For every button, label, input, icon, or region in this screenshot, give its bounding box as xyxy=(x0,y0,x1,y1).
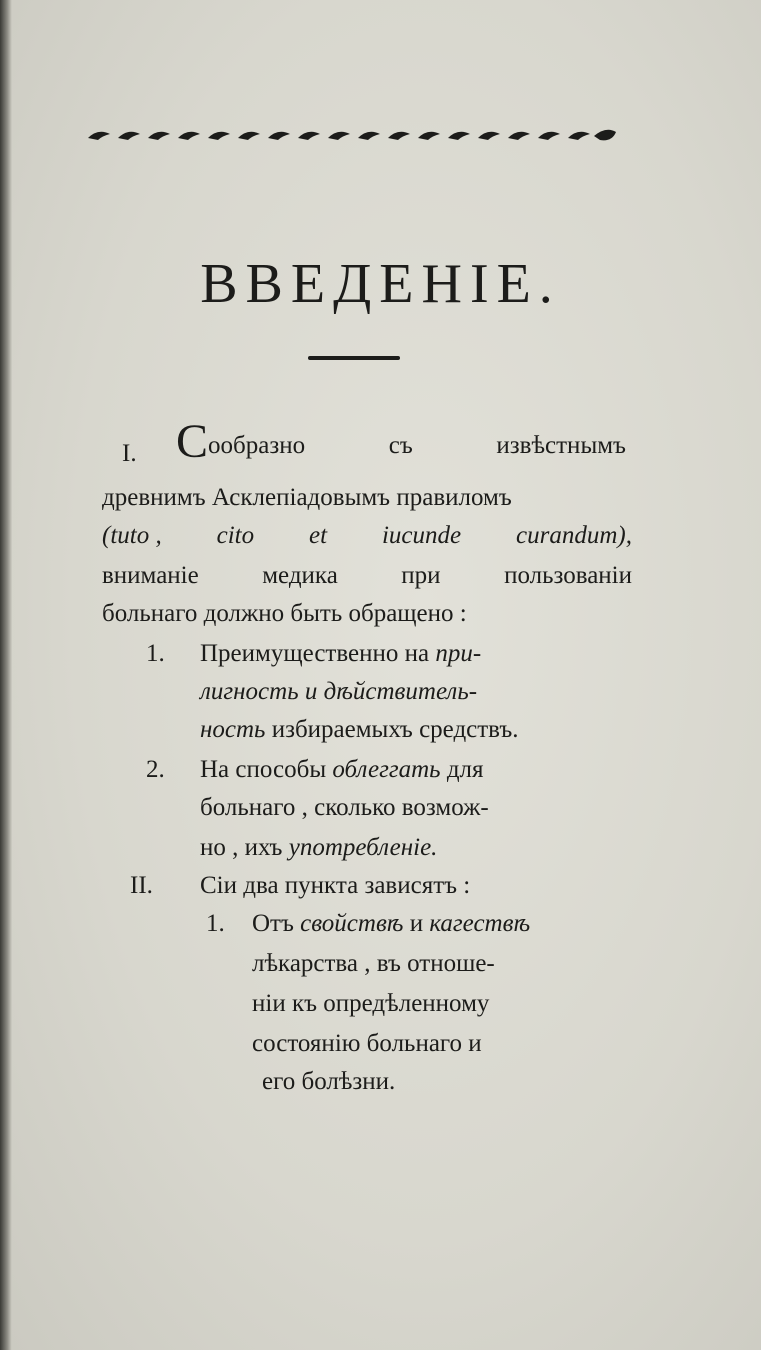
word: пользованіи xyxy=(504,562,632,589)
item2-line-1 xyxy=(200,756,624,784)
section2-line: Сіи два пункта зависятъ : xyxy=(200,872,471,899)
item1-line-1 xyxy=(200,640,624,668)
word: cito xyxy=(216,522,255,549)
word: iucunde xyxy=(381,522,462,549)
word: curandum), xyxy=(516,522,632,549)
word: вниманіе xyxy=(102,562,199,589)
word: (tuto , xyxy=(102,522,162,549)
item2-line-3 xyxy=(200,834,624,862)
section1-line-3 xyxy=(102,522,632,550)
item-number-2: 2. xyxy=(146,756,165,783)
item1-italic: при- xyxy=(435,640,482,667)
word: медика xyxy=(262,562,338,589)
word: et xyxy=(309,522,328,549)
section1-line-5: больнаго должно быть обращено : xyxy=(102,600,467,627)
item2-line-2: больнаго , сколько возмож- xyxy=(200,794,489,821)
item1-text: Преимущественно на xyxy=(200,640,436,667)
item-number-1: 1. xyxy=(146,640,165,667)
title-divider xyxy=(308,356,400,360)
book-page xyxy=(12,0,761,1350)
item1-italic: ность xyxy=(200,716,266,743)
sub1-italic: кагествѣ xyxy=(429,910,531,937)
word: съ xyxy=(388,432,413,459)
section1-line-4 xyxy=(102,562,632,590)
item1-line-3 xyxy=(200,716,624,744)
item1-text: избираемыхъ средствъ. xyxy=(265,716,519,743)
section1-line-2: древнимъ Асклепіадовымъ правиломъ xyxy=(102,484,512,511)
sub1-line-4: состоянію больнаго и xyxy=(252,1030,482,1057)
sub1-line-1 xyxy=(252,910,632,938)
word: при xyxy=(401,562,441,589)
section1-line-1 xyxy=(176,415,626,468)
sub1-text: и xyxy=(403,910,430,937)
section-number-1: I. xyxy=(122,440,137,467)
item2-italic: употребленіе. xyxy=(288,834,438,861)
ornament-border xyxy=(80,118,620,148)
item2-text: для xyxy=(440,756,484,783)
item2-italic: облеггать xyxy=(332,756,441,783)
sub1-line-2: лѣкарства , въ отноше- xyxy=(252,950,495,977)
item2-text: На способы xyxy=(200,756,333,783)
sub1-line-5: его болѣзни. xyxy=(262,1068,396,1095)
section-number-2: II. xyxy=(130,872,153,899)
sub-item-number-1: 1. xyxy=(206,910,225,937)
word: Сообразно xyxy=(176,415,306,468)
sub1-italic: свойствѣ xyxy=(300,910,404,937)
sub1-text: Отъ xyxy=(252,910,301,937)
word: извѣстнымъ xyxy=(496,432,626,459)
page-binding-edge xyxy=(0,0,12,1350)
item2-text: но , ихъ xyxy=(200,834,289,861)
item1-line-2: лигность и дѣйствитель- xyxy=(200,678,478,705)
sub1-line-3: ніи къ опредѣленному xyxy=(252,990,490,1017)
page-title: ВВЕДЕНІЕ. xyxy=(200,253,561,315)
